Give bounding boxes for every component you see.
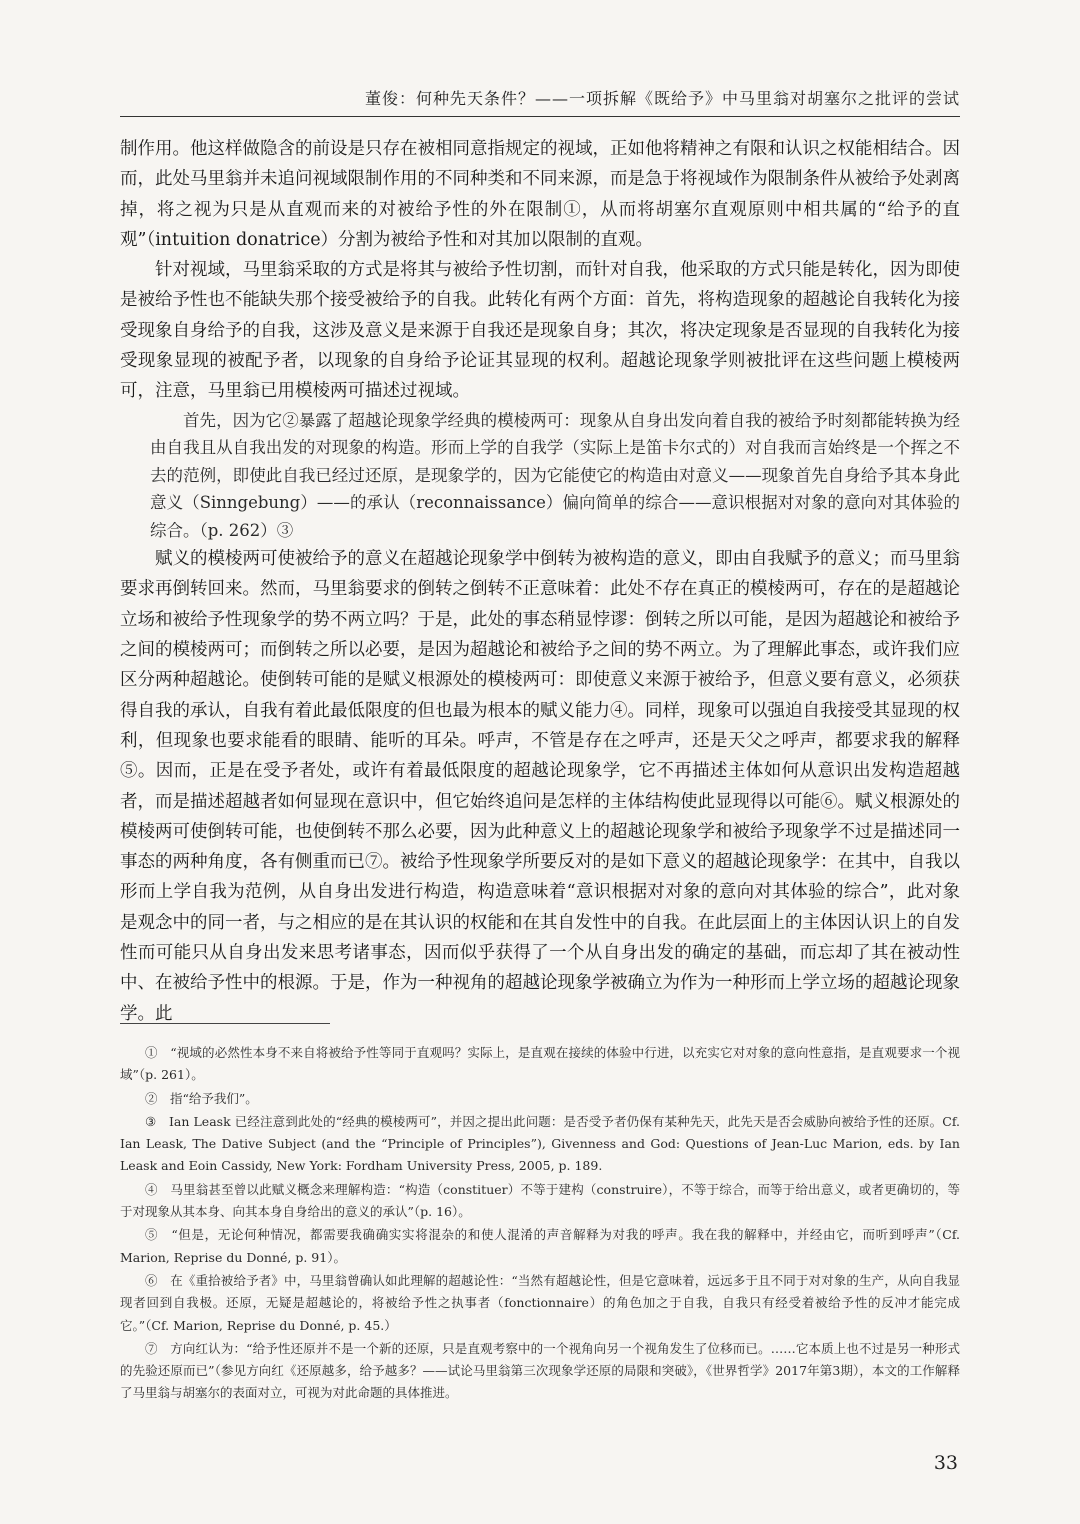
footnote: ① “视域的必然性本身不来自将被给予性等同于直观吗？实际上，是直观在接续的体验中行进，以充实它对对象的意向性意指，是直观要求一个视域”（p. 261）。 xyxy=(120,1045,960,1083)
paragraph: 针对视域，马里翁采取的方式是将其与被给予性切割，而针对自我，他采取的方式只能是转化，因为即使是被给予性也不能缺失那个接受被给予的自我。此转化有两个方面：首先，将构造现象的超越论自我转化为接受现象自身给予的自我，这涉及意义是来源于自我还是现象自身；其次，将决定现象是否显现的自我转化为接受现象显现的被配予者，以现象的自身给予论证其显现的权利。超越论现象学则被批评在这些问题上模棱两可，注意，马里翁已用模棱两可描述过视域。 xyxy=(120,260,960,402)
footnote: ⑥ 在《重拾被给予者》中，马里翁曾确认如此理解的超越论性：“当然有超越论性，但是它意味着，远远多于且不同于对对象的生产，从向自我显现者回到自我极。还原，无疑是超越论的，将被给予性之执事者（fonctionnaire）的角色加之于自我，自我只有经受着被给予性的反冲才能完成它。”（Cf. Marion, Reprise du Donné, p. 45.） xyxy=(120,1272,960,1333)
header-rule xyxy=(120,116,960,117)
page-number: 33 xyxy=(933,1452,958,1474)
paragraph: 制作用。他这样做隐含的前设是只存在被相同意指规定的视域，正如他将精神之有限和认识之权能相结合。因而，此处马里翁并未追问视域限制作用的不同种类和不同来源，而是急于将视域作为限制条件从被给予处剥离掉，将之视为只是从直观而来的对被给予性的外在限制①，从而将胡塞尔直观原则中相共属的“给予的直观”（intuition donatrice）分割为被给予性和对其加以限制的直观。 xyxy=(120,139,960,250)
body-text xyxy=(120,134,960,1029)
footnote: ⑦ 方向红认为：“给予性还原并不是一个新的还原，只是直观考察中的一个视角向另一个视角发生了位移而已。……它本质上也不过是另一种形式的先验还原而已”（参见方向红《还原越多，给予越多？——试论马里翁第三次现象学还原的局限和突破》，《世界哲学》2017年第3期），本文的工作解释了马里翁与胡塞尔的表面对立，可视为对此命题的具体推进。 xyxy=(120,1340,960,1401)
running-head: 董俊：何种先天条件？——一项拆解《既给予》中马里翁对胡塞尔之批评的尝试 xyxy=(364,89,960,108)
block-quote: 首先，因为它②暴露了超越论现象学经典的模棱两可：现象从自身出发向着自我的被给予时刻都能转换为经由自我且从自我出发的对现象的构造。形而上学的自我学（实际上是笛卡尔式的）对自我而言始终是一个挥之不去的范例，即使此自我已经过还原，是现象学的，因为它能使它的构造由对意义——现象首先自身给予其本身此意义（Sinngebung）——的承认（reconnaissance）偏向简单的综合——意识根据对对象的意向对其体验的综合。（p. 262）③ xyxy=(150,410,960,540)
footnotes xyxy=(120,1042,960,1406)
footnote: ③ Ian Leask 已经注意到此处的“经典的模棱两可”，并因之提出此问题：是否受予者仍保有某种先天，此先天是否会威胁向被给予性的还原。Cf. Ian Leask, The Dative Subject (and the “Principle of Principles”), Givenness and God: Questions of Jean-Luc Marion, eds. by Ian Leask and Eoin Cassidy, New York: Fordham University Press, 2005, p. 189. xyxy=(120,1113,960,1174)
paragraph: 赋义的模棱两可使被给予的意义在超越论现象学中倒转为被构造的意义，即由自我赋予的意义；而马里翁要求再倒转回来。然而，马里翁要求的倒转之倒转不正意味着：此处不存在真正的模棱两可，存在的是超越论立场和被给予性现象学的势不两立吗？于是，此处的事态稍显悖谬：倒转之所以可能，是因为超越论和被给予之间的模棱两可；而倒转之所以必要，是因为超越论和被给予之间的势不两立。为了理解此事态，或许我们应区分两种超越论。使倒转可能的是赋义根源处的模棱两可：即使意义来源于被给予，但意义要有意义，必须获得自我的承认，自我有着此最低限度的但也最为根本的赋义能力④。同样，现象可以强迫自我接受其显现的权利，但现象也要求能看的眼睛、能听的耳朵。呼声，不管是存在之呼声，还是天父之呼声，都要求我的解释⑤。因而，正是在受予者处，或许有着最低限度的超越论现象学，它不再描述主体如何从意识出发构造超越者，而是描述超越者如何显现在意识中，但它始终追问是怎样的主体结构使此显现得以可能⑥。赋义根源处的模棱两可使倒转可能，也使倒转不那么必要，因为此种意义上的超越论现象学和被给予现象学不过是描述同一事态的两种角度，各有侧重而已⑦。被给予性现象学所要反对的是如下意义的超越论现象学：在其中，自我以形而上学自我为范例，从自身出发进行构造，构造意味着“意识根据对对象的意向对其体验的综合”，此对象是观念中的同一者，与之相应的是在其认识的权能和在其自发性中的自我。在此层面上的主体因认识上的自发性而可能只从自身出发来思考诸事态，因而似乎获得了一个从自身出发的确定的基础，而忘却了其在被动性中、在被给予性中的根源。于是，作为一种视角的超越论现象学被确立为作为一种形而上学立场的超越论现象学。此 xyxy=(120,549,960,1024)
footnote: ⑤ “但是，无论何种情况，都需要我确确实实将混杂的和使人混淆的声音解释为对我的呼声。我在我的解释中，并经由它，而听到呼声”（Cf. Marion, Reprise du Donné, p. 91）。 xyxy=(120,1227,960,1265)
footnote: ④ 马里翁甚至曾以此赋义概念来理解构造：“构造（constituer）不等于建构（construire），不等于综合，而等于给出意义，或者更确切的，等于对现象从其本身、向其本身自身给出的意义的承认”（p. 16）。 xyxy=(120,1181,960,1220)
footnote-rule xyxy=(120,1023,330,1024)
footnote: ② 指“给予我们”。 xyxy=(145,1090,258,1106)
